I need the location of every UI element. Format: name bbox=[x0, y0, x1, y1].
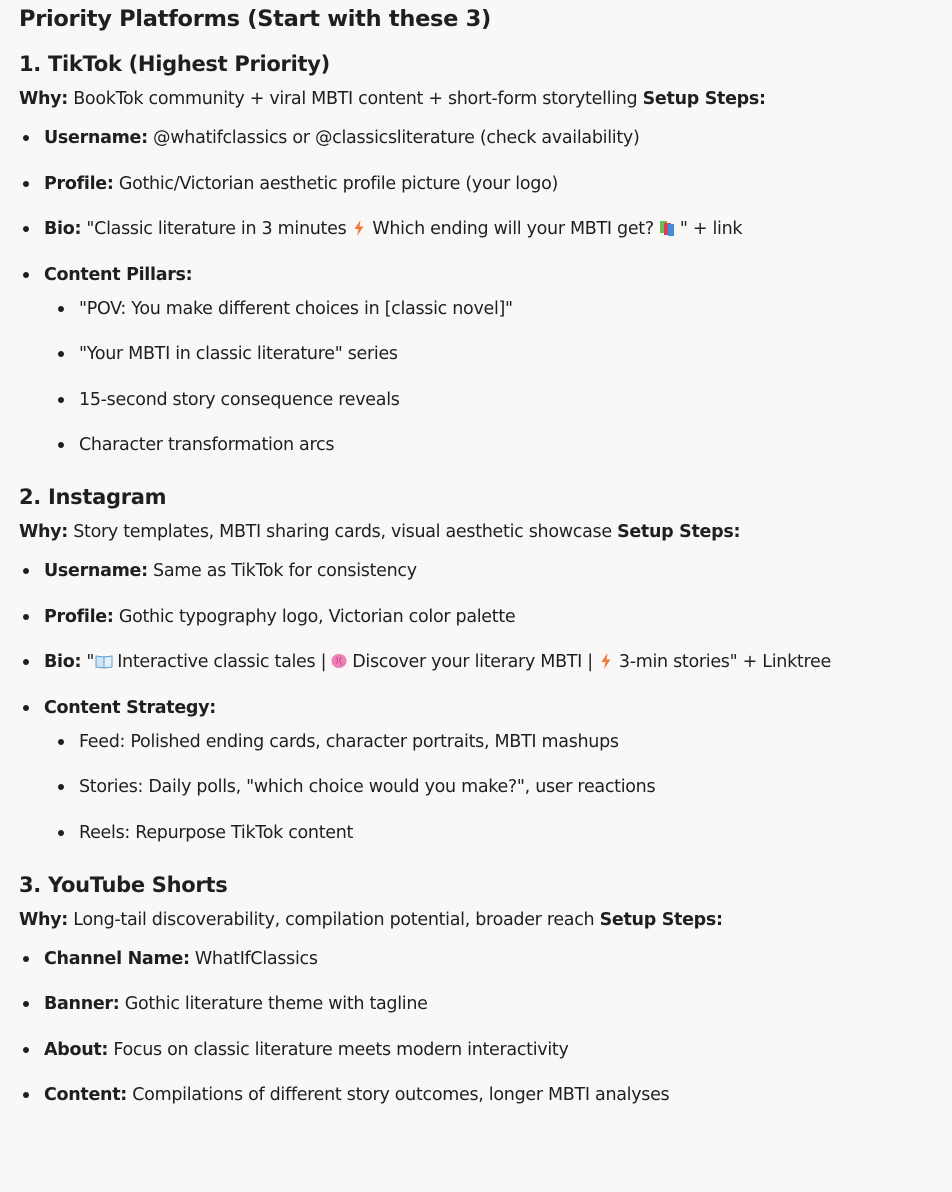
section-instagram bbox=[19, 482, 952, 849]
setup-label: Setup Steps: bbox=[642, 89, 766, 109]
why-label: Why: bbox=[19, 909, 68, 930]
sub-list-item: Feed: Polished ending cards, character portraits, MBTI mashups bbox=[19, 726, 952, 758]
item-text: Focus on classic literature meets modern interactivity bbox=[108, 1039, 569, 1060]
sub-list bbox=[44, 293, 952, 462]
item-text: Which ending will your MBTI get? bbox=[372, 219, 654, 239]
lightning-icon bbox=[350, 219, 368, 237]
item-label: Channel Name: bbox=[44, 948, 190, 969]
why-paragraph bbox=[19, 906, 952, 934]
why-text: Story templates, MBTI sharing cards, visual aesthetic showcase bbox=[67, 522, 618, 542]
sub-list-item: "Your MBTI in classic literature" series bbox=[19, 338, 952, 370]
lightning-icon bbox=[597, 652, 615, 670]
page-title: Priority Platforms (Start with these 3) bbox=[19, 6, 491, 32]
why-label: Why: bbox=[19, 89, 68, 109]
item-text: 3-min stories" + Linktree bbox=[618, 652, 831, 672]
setup-list bbox=[19, 122, 952, 461]
section-youtube-shorts bbox=[19, 870, 952, 1112]
item-label: Content Strategy: bbox=[44, 697, 216, 718]
list-item bbox=[19, 1034, 952, 1066]
item-text: WhatIfClassics bbox=[189, 948, 318, 969]
setup-list bbox=[19, 555, 952, 849]
sub-list bbox=[44, 726, 952, 849]
brain-icon bbox=[330, 652, 348, 670]
sub-list-item: Character transformation arcs bbox=[19, 429, 952, 461]
item-text: "Classic literature in 3 minutes bbox=[81, 219, 347, 239]
item-label: Content: bbox=[44, 1085, 127, 1105]
item-label: About: bbox=[44, 1039, 109, 1060]
list-item bbox=[19, 259, 952, 462]
list-item bbox=[19, 555, 952, 587]
books-icon bbox=[658, 219, 676, 237]
item-text: Compilations of different story outcomes, longer MBTI analyses bbox=[126, 1085, 670, 1105]
why-paragraph bbox=[19, 85, 952, 113]
list-item bbox=[19, 1079, 952, 1111]
setup-label: Setup Steps: bbox=[617, 522, 741, 542]
item-text: Gothic literature theme with tagline bbox=[119, 994, 428, 1014]
list-item bbox=[19, 646, 952, 678]
item-text: " bbox=[81, 652, 95, 672]
item-label: Bio: bbox=[44, 652, 82, 672]
list-item bbox=[19, 168, 952, 200]
list-item bbox=[19, 943, 952, 975]
section-tiktok bbox=[19, 49, 952, 461]
list-item bbox=[19, 988, 952, 1020]
why-paragraph bbox=[19, 518, 952, 546]
item-label: Banner: bbox=[44, 994, 120, 1014]
section-heading: 3. YouTube Shorts bbox=[19, 872, 228, 897]
setup-label: Setup Steps: bbox=[599, 909, 723, 930]
list-item bbox=[19, 692, 952, 849]
item-text: Interactive classic tales | bbox=[117, 652, 327, 672]
sub-list-item: "POV: You make different choices in [classic novel]" bbox=[19, 293, 952, 325]
section-heading: 1. TikTok (Highest Priority) bbox=[19, 52, 330, 76]
item-text: @whatifclassics or @classicsliterature (check availability) bbox=[147, 128, 640, 148]
item-label: Username: bbox=[44, 128, 148, 148]
item-label: Profile: bbox=[44, 173, 114, 194]
section-heading: 2. Instagram bbox=[19, 485, 167, 509]
item-label: Profile: bbox=[44, 606, 114, 627]
list-item bbox=[19, 601, 952, 633]
open-book-icon bbox=[95, 652, 113, 670]
sub-list-item: 15-second story consequence reveals bbox=[19, 384, 952, 416]
why-label: Why: bbox=[19, 522, 68, 542]
why-text: BookTok community + viral MBTI content + short-form storytelling bbox=[67, 89, 643, 109]
item-text: Same as TikTok for consistency bbox=[147, 561, 417, 581]
list-item bbox=[19, 122, 952, 154]
item-label: Bio: bbox=[44, 219, 82, 239]
why-text: Long-tail discoverability, compilation potential, broader reach bbox=[67, 909, 600, 930]
sub-list-item: Stories: Daily polls, "which choice would you make?", user reactions bbox=[19, 771, 952, 803]
setup-list bbox=[19, 943, 952, 1112]
item-text: Gothic/Victorian aesthetic profile picture (your logo) bbox=[113, 173, 559, 194]
list-item bbox=[19, 213, 952, 245]
sub-list-item: Reels: Repurpose TikTok content bbox=[19, 817, 952, 849]
item-text: Discover your literary MBTI | bbox=[352, 652, 593, 672]
item-text: Gothic typography logo, Victorian color palette bbox=[113, 606, 516, 627]
item-label: Content Pillars: bbox=[44, 264, 193, 285]
item-label: Username: bbox=[44, 561, 148, 581]
item-text: " + link bbox=[679, 219, 743, 239]
